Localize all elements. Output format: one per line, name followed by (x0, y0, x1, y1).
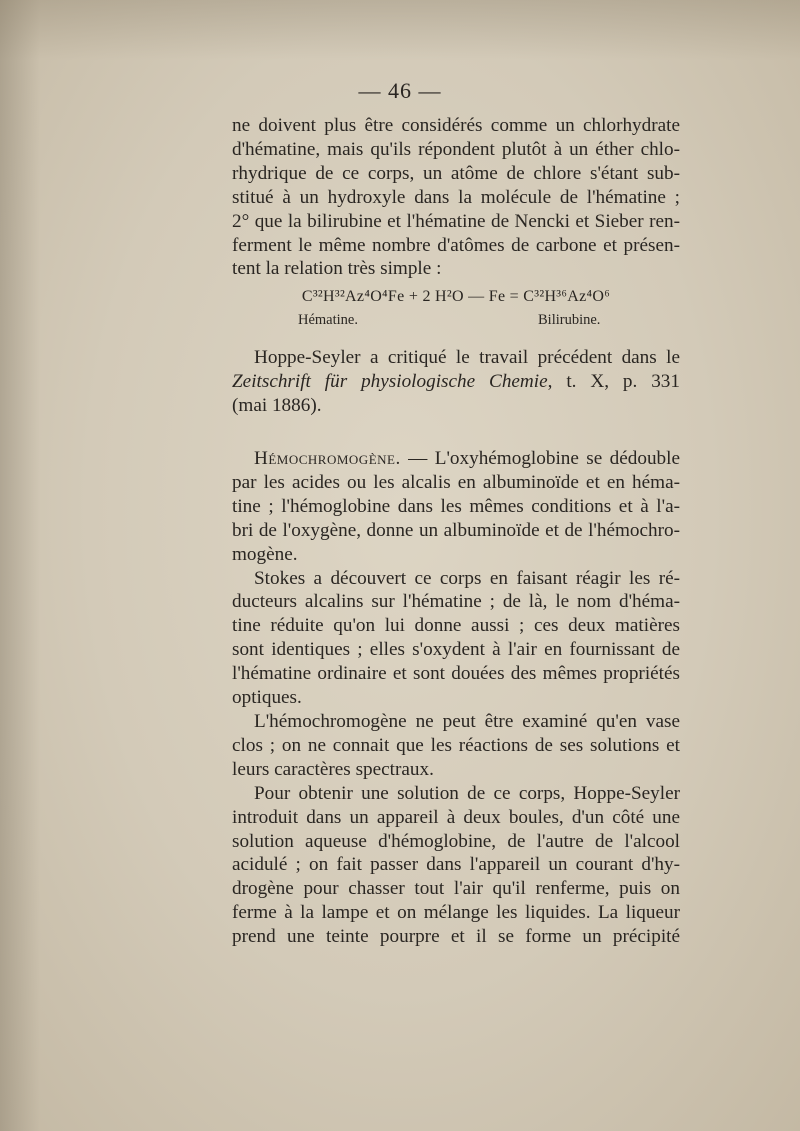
text-line: tent la relation très simple : (232, 258, 442, 280)
formula-labels (232, 312, 680, 334)
text-line: Stokes a découvert ce corps en faisant réagir les ré- (254, 567, 680, 589)
text-line: bri de l'oxygène, donne un albuminoïde et de l'hémochro- (232, 519, 680, 541)
text-line: (mai 1886). (232, 394, 322, 416)
text-line: introduit dans un appareil à deux boules, d'un côté une (232, 806, 680, 828)
journal-reference: , t. X, p. 331 (547, 370, 680, 392)
formula-equation: C³²H³²Az⁴O⁴Fe + 2 H²O — Fe = C³²H³⁶Az⁴O⁶ (301, 288, 611, 305)
text-line: mogène. (232, 543, 298, 565)
text-line: tine ; l'hémoglobine dans les mêmes conditions et à l'a- (232, 495, 680, 517)
text-line: par les acides ou les alcalis en albuminoïde et en héma- (232, 471, 680, 493)
text-line: Hoppe-Seyler a critiqué le travail précédent dans le (254, 347, 680, 368)
text-line: d'hématine, mais qu'ils répondent plutôt à un éther chlo- (232, 138, 680, 160)
text-line: ne doivent plus être considérés comme un chlorhydrate (232, 115, 680, 136)
text-line: leurs caractères spectraux. (232, 758, 434, 780)
page-number: — 46 — (358, 78, 442, 103)
page-shadow-left (0, 0, 40, 1131)
text-line: stitué à un hydroxyle dans la molécule de l'hématine ; (232, 186, 680, 208)
text-line: L'hémochromogène ne peut être examiné qu'en vase (254, 710, 680, 732)
text-line: ferment le même nombre d'atômes de carbone et présen- (232, 234, 680, 256)
text-line: drogène pour chasser tout l'air qu'il renferme, puis on (232, 878, 680, 900)
text-line (232, 370, 680, 394)
text-line: acidulé ; on fait passer dans l'appareil un courant d'hy- (232, 854, 680, 876)
text-line: ferme à la lampe et on mélange les liquides. La liqueur (232, 902, 680, 924)
page-shadow-top (0, 0, 800, 60)
text-line: rhydrique de ce corps, un atôme de chlore s'étant sub- (232, 162, 680, 184)
paragraph-hematine-continued (232, 114, 680, 281)
text-line: optiques. (232, 687, 302, 709)
text-line: tine réduite qu'on lui donne aussi ; ces deux matières (232, 615, 680, 637)
text-line: Pour obtenir une solution de ce corps, Hoppe-Seyler (254, 782, 680, 804)
text-line (232, 447, 680, 471)
formula-label-bilirubine: Bilirubine. (538, 312, 601, 328)
text-line: ducteurs alcalins sur l'hématine ; de là, le nom d'héma- (232, 591, 680, 613)
journal-title: Zeitschrift für physiologische Chemie (232, 370, 548, 392)
paragraph-hoppe-seyler-critique (232, 346, 680, 418)
section-intro: — L'oxyhémoglobine se dédouble (400, 448, 680, 469)
formula-label-hematine: Hématine. (298, 312, 358, 328)
section-heading: Hémochromogène. (254, 448, 401, 469)
chemical-formula (232, 288, 680, 334)
text-line: sont identiques ; elles s'oxydent à l'air en fournissant de (232, 639, 680, 661)
text-line: solution aqueuse d'hémoglobine, de l'autre de l'alcool (232, 830, 680, 852)
section-hemochromogene (232, 447, 680, 949)
text-line: clos ; on ne connait que les réactions de ses solutions et (232, 734, 680, 756)
text-line: prend une teinte pourpre et il se forme un précipité (232, 926, 680, 948)
text-line: 2° que la bilirubine et l'hématine de Nencki et Sieber ren- (232, 210, 680, 232)
text-line: l'hématine ordinaire et sont douées des mêmes propriétés (232, 663, 680, 685)
